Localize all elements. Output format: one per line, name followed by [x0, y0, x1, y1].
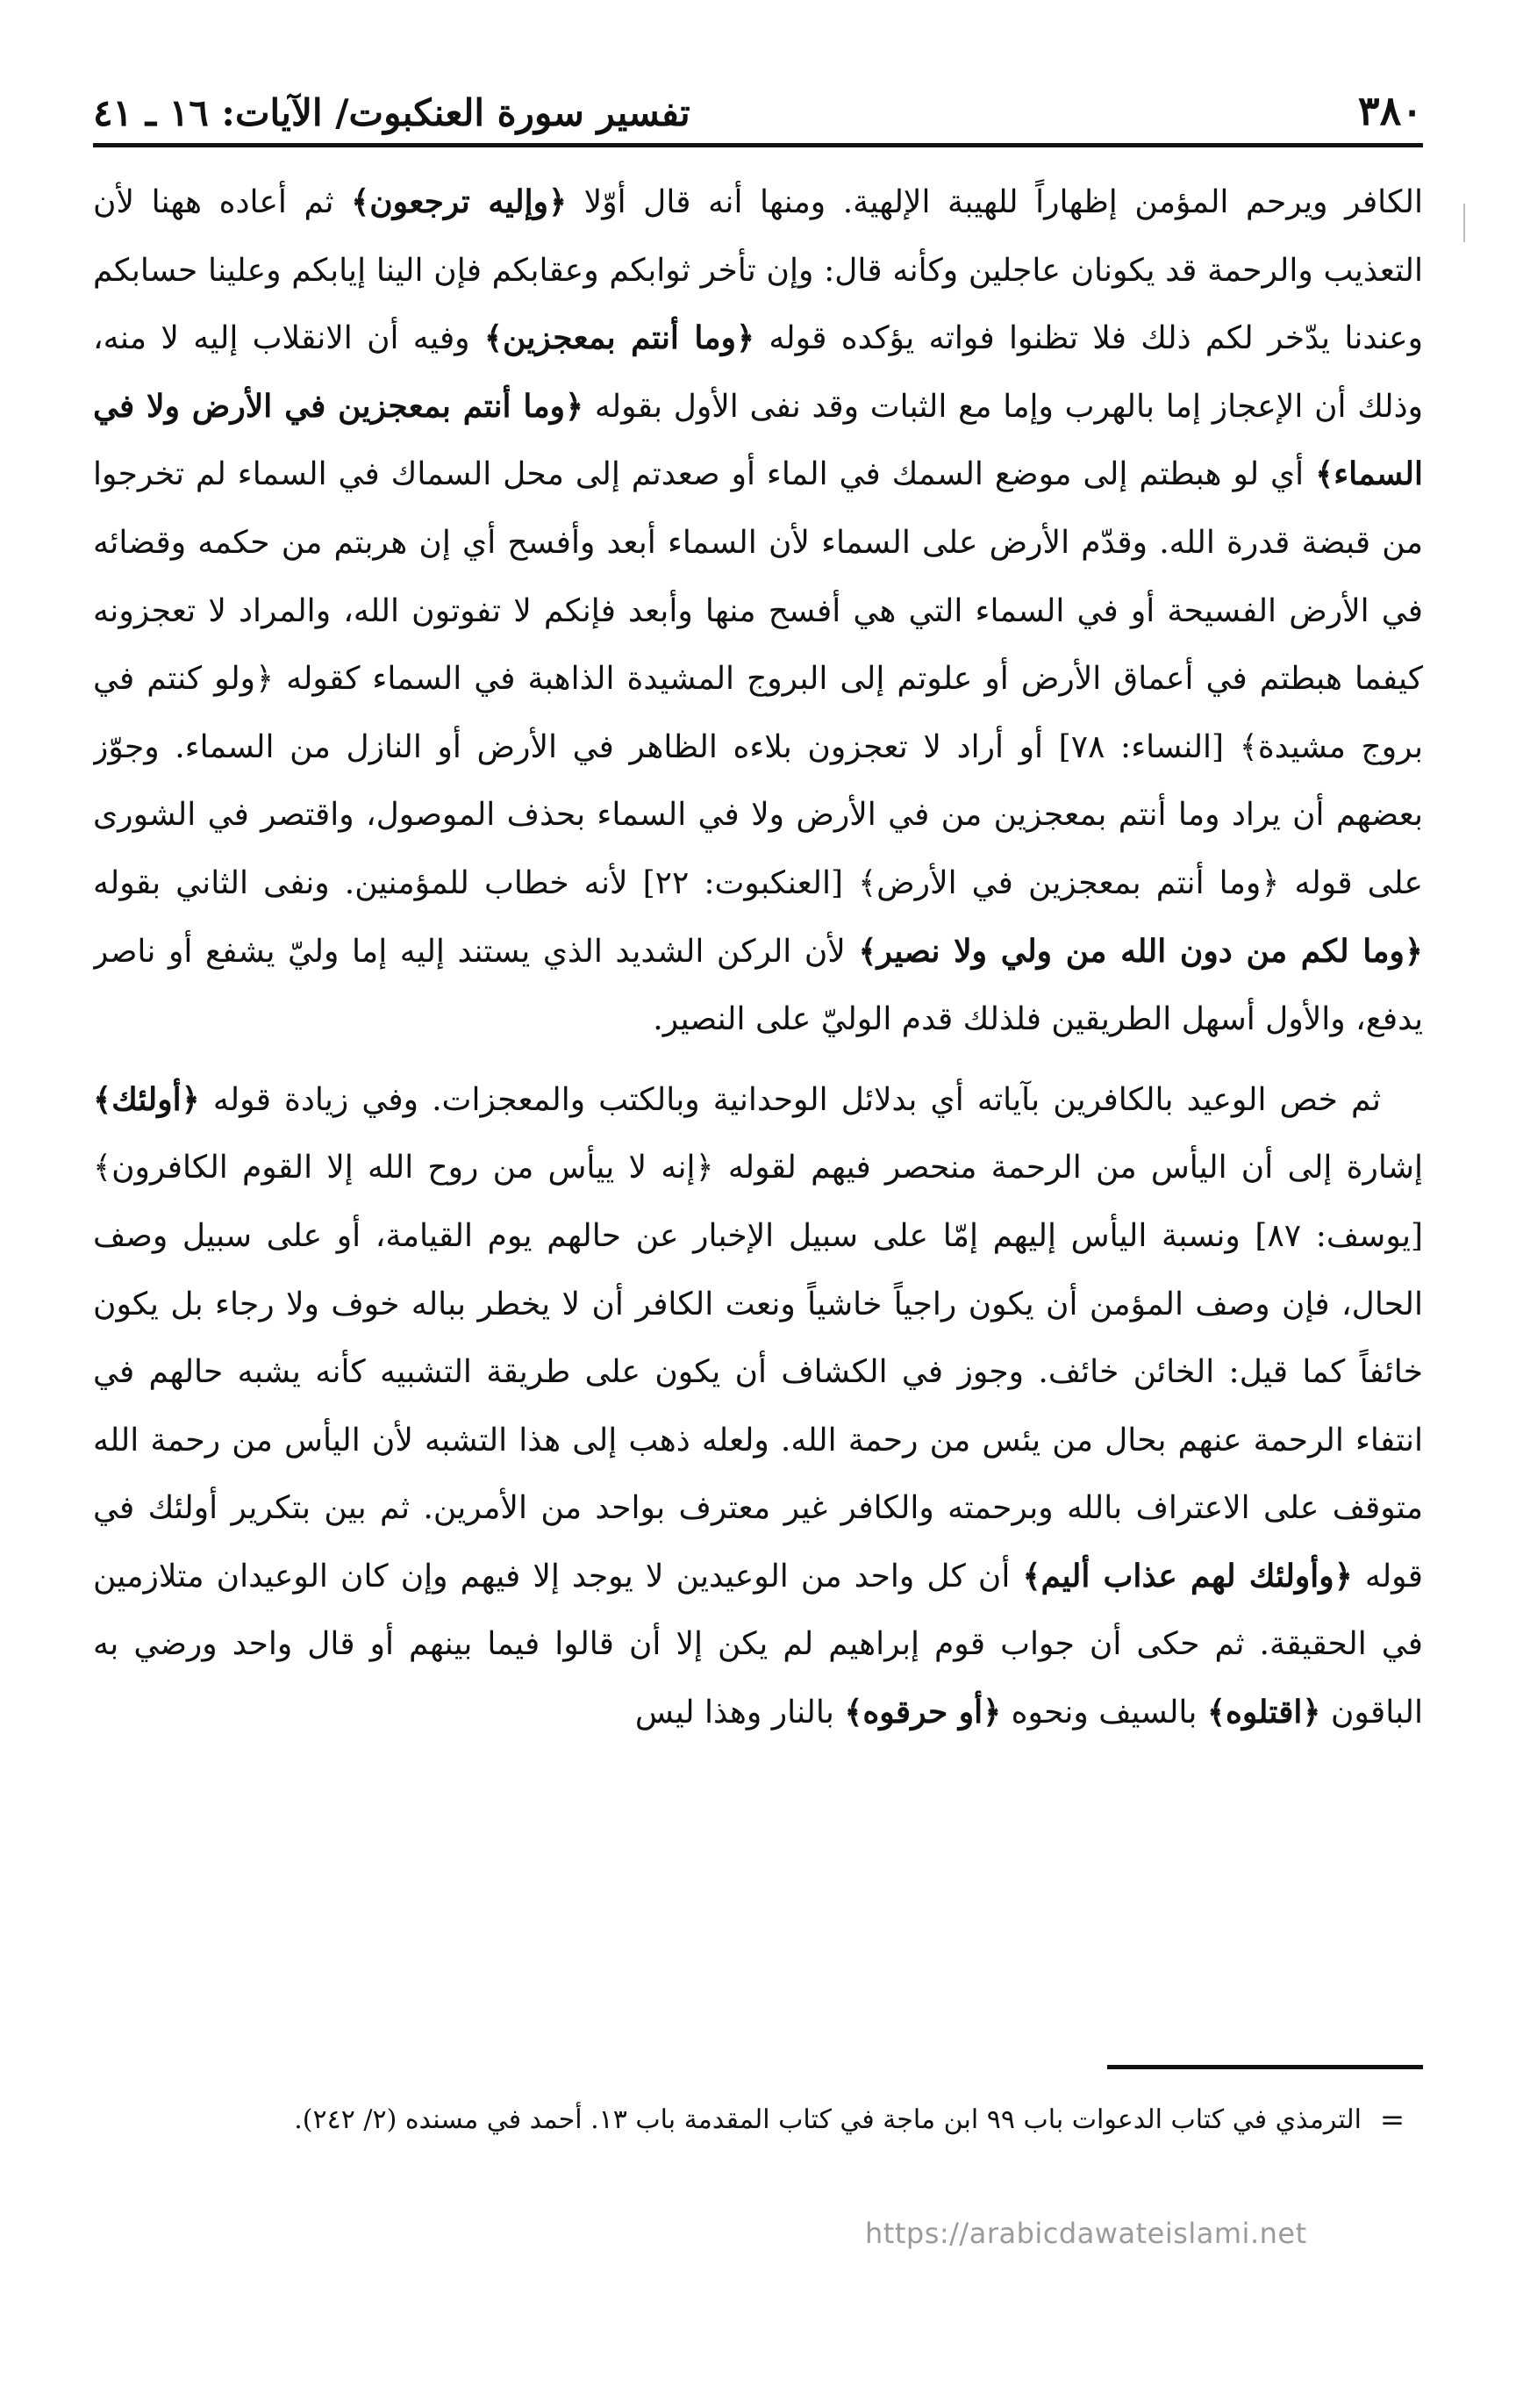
text-run: لأن الركن الشديد الذي يستند إليه إما وليّ يشفع أو ناصر يدفع، والأول أسهل الطريقين فلذلك قدم الوليّ على النصير. — [93, 933, 1423, 1038]
quran-quote: ﴿اقتلوه﴾ — [1206, 1694, 1321, 1731]
text-run: وفيه أن الانقلاب إليه لا منه، وذلك أن الإعجاز إما بالهرب وإما مع الثبات وقد نفى الأول بقوله — [93, 320, 1423, 425]
page-number: ٣٨٠ — [1357, 87, 1423, 134]
footnote — [93, 2096, 1423, 2145]
text-run: ثم أعاده ههنا لأن التعذيب والرحمة قد يكونان عاجلين وكأنه قال: وإن تأخر ثوابكم وعقابكم فإن الينا إيابكم وعلينا حسابكم وعندنا يدّخر لكم ذلك فلا تظنوا فواته يؤكده قوله — [93, 184, 1423, 357]
quran-quote: ﴿وإليه ترجعون﴾ — [351, 183, 568, 220]
text-run: [النساء: ٧٨] أو أراد لا تعجزون بلاءه الظاهر في الأرض أو النازل من السماء. وجوّز بعضهم أن يراد وما أنتم بمعجزين من في الأرض ولا في السماء بحذف الموصول، واقتصر في الشورى على قوله — [93, 728, 1423, 901]
main-text — [93, 168, 1423, 2020]
quran-quote: ﴿أولئك﴾ — [93, 1080, 200, 1118]
text-run: بالنار وهذا ليس — [634, 1695, 845, 1731]
text-run: ثم خص الوعيد بالكافرين بآياته أي بدلائل الوحدانية وبالكتب والمعجزات. وفي زيادة قوله — [199, 1081, 1381, 1118]
margin-mark — [1463, 204, 1465, 242]
text-run: أي لو هبطتم إلى موضع السمك في الماء أو صعدتم إلى محل السماك في السماء لم تخرجوا من قبضة قدرة الله. وقدّم الأرض على السماء لأن السماء أبعد وأفسح أي إن هربتم من حكمه وقضائه في الأرض الفسيحة أو في السماء التي هي أفسح منها وأبعد فإنكم لا تفوتون الله، والمراد لا تعجزونه كيفما هبطتم في أعماق الأرض أو علوتم إلى البروج المشيدة الذاهبة في السماء كقوله — [93, 456, 1423, 698]
page-header — [93, 81, 1423, 147]
quran-quote: ﴿وما لكم من دون الله من ولي ولا نصير﴾ — [858, 932, 1423, 970]
footnote-continuation-marker: = — [1379, 2103, 1405, 2138]
quran-quote: ﴿وما أنتم بمعجزين﴾ — [483, 319, 755, 357]
footnote-text: الترمذي في كتاب الدعوات باب ٩٩ ابن ماجة في كتاب المقدمة باب ١٣. أحمد في مسنده (٢/ ٢٤٢). — [294, 2104, 1362, 2135]
watermark-url: https://arabicdawateislami.net — [865, 2217, 1307, 2250]
quran-quote: ﴿وما أنتم بمعجزين في الأرض ولا في السماء﴾ — [93, 387, 1423, 493]
running-title: تفسير سورة العنكبوت/ الآيات: ١٦ ـ ٤١ — [93, 91, 690, 134]
quran-quote: ﴿أو حرقوه﴾ — [844, 1694, 1002, 1731]
quran-citation: ﴿وما أنتم بمعجزين في الأرض﴾ — [858, 864, 1280, 901]
quran-citation: ﴿ولو كنتم في بروج مشيدة﴾ — [93, 661, 1423, 765]
footnote-separator — [1107, 2065, 1423, 2069]
text-run: أن كل واحد من الوعيدين لا يوجد إلا فيهم وإن كان الوعيدان متلازمين في الحقيقة. ثم حكى أن جواب قوم إبراهيم لم يكن إلا أن قالوا فيما بينهم أو قال واحد ورضي به الباقون — [93, 1558, 1423, 1731]
text-run: إشارة إلى أن اليأس من الرحمة منحصر فيهم لقوله — [713, 1150, 1423, 1186]
paragraph-1 — [93, 168, 1423, 1054]
text-run: بالسيف ونحوه — [1001, 1695, 1207, 1731]
text-run: [يوسف: ٨٧] ونسبة اليأس إليهم إمّا على سبيل الإخبار عن حالهم يوم القيامة، أو على سبيل وصف الحال، فإن وصف المؤمن أن يكون راجياً خاشياً ونعت الكافر أن لا يخطر بباله خوف ولا رجاء بل يكون خائفاً كما قيل: الخائن خائف. وجوز في الكشاف أن يكون على طريقة التشبيه كأنه يشبه حالهم في انتفاء الرحمة عنهم بحال من يئس من رحمة الله. ولعله ذهب إلى هذا التشبه لأن اليأس من رحمة الله متوقف على الاعتراف بالله وبرحمته والكافر غير معترف بواحد من الأمرين. ثم بين بتكرير أولئك في قوله — [93, 1217, 1423, 1595]
paragraph-2 — [93, 1066, 1423, 1747]
text-run: الكافر ويرحم المؤمن إظهاراً للهيبة الإلهية. ومنها أنه قال أوّلا — [567, 184, 1423, 220]
quran-quote: ﴿وأولئك لهم عذاب أليم﴾ — [1022, 1557, 1353, 1595]
text-run: [العنكبوت: ٢٢] لأنه خطاب للمؤمنين. ونفى الثاني بقوله — [93, 864, 859, 901]
quran-citation: ﴿إنه لا ييأس من روح الله إلا القوم الكافرون﴾ — [93, 1150, 714, 1186]
